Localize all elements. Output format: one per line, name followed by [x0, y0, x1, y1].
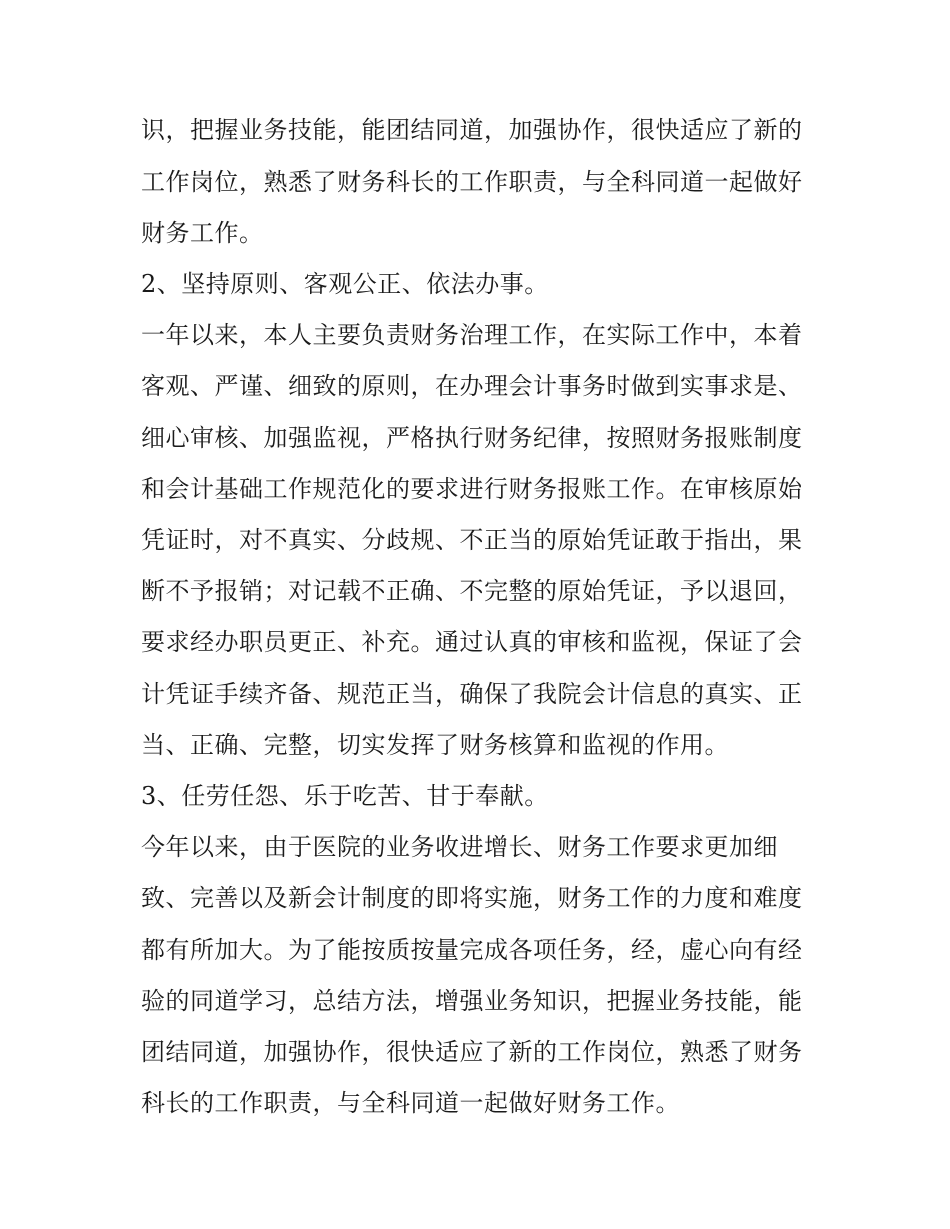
- text-line: 都有所加大。为了能按质按量完成各项任务，经，虚心向有经: [141, 936, 803, 964]
- section-heading: 2、坚持原则、客观公正、依法办事。: [141, 270, 549, 298]
- text-line: 一年以来，本人主要负责财务治理工作，在实际工作中，本着: [141, 321, 803, 349]
- text-line: 凭证时，对不真实、分歧规、不正当的原始凭证敢于指出，果: [141, 526, 803, 554]
- text-line: 财务工作。: [141, 219, 264, 247]
- text-line: 识，把握业务技能，能团结同道，加强协作，很快适应了新的: [141, 116, 803, 144]
- text-line: 验的同道学习，总结方法，增强业务知识，把握业务技能，能: [141, 987, 803, 1015]
- text-line: 当、正确、完整，切实发挥了财务核算和监视的作用。: [141, 731, 729, 759]
- text-line: 客观、严谨、细致的原则，在办理会计事务时做到实事求是、: [141, 372, 803, 400]
- text-line: 计凭证手续齐备、规范正当，确保了我院会计信息的真实、正: [141, 680, 803, 708]
- text-line: 团结同道，加强协作，很快适应了新的工作岗位，熟悉了财务: [141, 1038, 803, 1066]
- text-line: 工作岗位，熟悉了财务科长的工作职责，与全科同道一起做好: [141, 168, 803, 196]
- section-heading: 3、任劳任怨、乐于吃苦、甘于奉献。: [141, 782, 549, 810]
- text-line: 要求经办职员更正、补充。通过认真的审核和监视，保证了会: [141, 628, 803, 656]
- text-line: 致、完善以及新会计制度的即将实施，财务工作的力度和难度: [141, 884, 803, 912]
- text-line: 断不予报销；对记载不正确、不完整的原始凭证，予以退回，: [141, 577, 803, 605]
- text-line: 和会计基础工作规范化的要求进行财务报账工作。在审核原始: [141, 475, 803, 503]
- text-line: 今年以来，由于医院的业务收进增长、财务工作要求更加细: [141, 833, 778, 861]
- text-line: 科长的工作职责，与全科同道一起做好财务工作。: [141, 1089, 680, 1117]
- text-line: 细心审核、加强监视，严格执行财务纪律，按照财务报账制度: [141, 424, 803, 452]
